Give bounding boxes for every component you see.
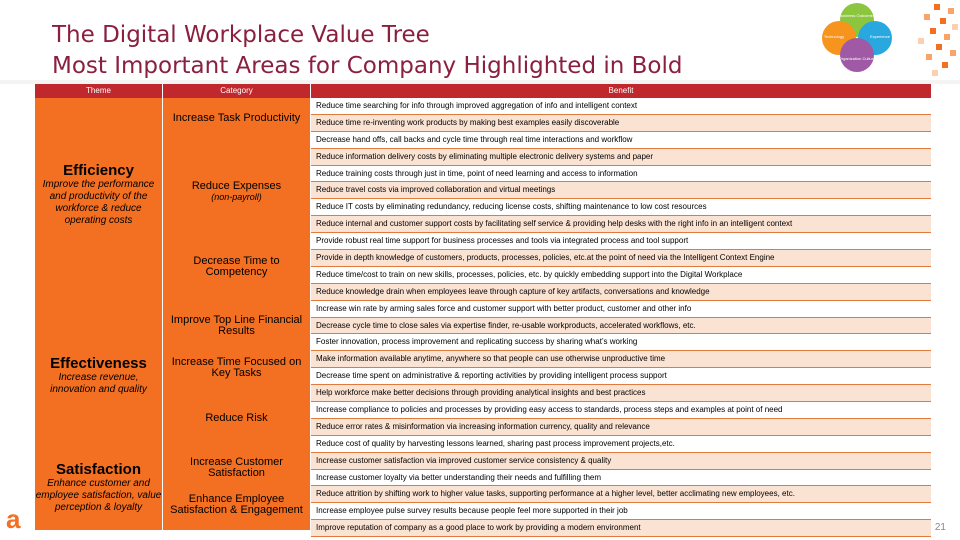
benefit-row: Decrease cycle time to close sales via expertise finder, re-usable workproducts, accelerated workflows, etc. — [311, 318, 931, 335]
benefit-row: Increase win rate by arming sales force and customer support with better product, customer and other info — [311, 301, 931, 318]
benefit-list — [311, 98, 931, 537]
theme-name: Effectiveness — [50, 355, 147, 372]
benefit-row: Increase customer satisfaction via improved customer service consistency & quality — [311, 453, 931, 470]
benefit-row: Reduce time re-inventing work products by making best examples easily discoverable — [311, 115, 931, 132]
column-header-benefit: Benefit — [311, 84, 931, 98]
benefit-row: Decrease hand offs, call backs and cycle time through real time interactions and workflow — [311, 132, 931, 149]
benefit-row: Reduce travel costs via improved collaboration and virtual meetings — [311, 182, 931, 199]
title-line-2: Most Important Areas for Company Highlighted in Bold — [52, 53, 683, 79]
category-reduce-risk — [163, 413, 310, 424]
category-name: Reduce Expenses — [191, 180, 282, 192]
company-logo-icon: a — [6, 504, 21, 534]
label-experience: Experience — [869, 34, 891, 39]
benefit-row: Reduce error rates & misinformation via increasing information currency, quality and relevance — [311, 419, 931, 436]
category-name: Decrease Time to Competency — [193, 255, 280, 278]
benefit-row: Reduce cost of quality by harvesting lessons learned, sharing past process improvement projects,etc. — [311, 436, 931, 453]
theme-name: Satisfaction — [55, 461, 142, 478]
benefit-row: Reduce time/cost to train on new skills, processes, policies, etc. by quickly embedding support into the Digital Workplace — [311, 267, 931, 284]
title-line-1: The Digital Workplace Value Tree — [52, 22, 430, 48]
category-employee-satisfaction — [163, 494, 310, 516]
benefit-row: Increase employee pulse survey results because people feel more supported in their job — [311, 503, 931, 520]
benefit-row: Improve reputation of company as a good place to work by providing a modern environment — [311, 520, 931, 537]
column-header-category: Category — [163, 84, 310, 98]
label-organization-culture: Organization Culture — [838, 56, 876, 61]
theme-efficiency — [35, 162, 162, 227]
theme-description: Improve the performance and productivity of the workforce & reduce operating costs — [42, 179, 155, 226]
decorative-squares — [904, 0, 960, 78]
benefit-row: Increase customer loyalty via better understanding their needs and fulfilling them — [311, 470, 931, 487]
category-name: Reduce Risk — [205, 412, 268, 424]
benefit-row: Help workforce make better decisions through providing analytical insights and best practices — [311, 385, 931, 402]
theme-name: Efficiency — [63, 162, 134, 179]
benefit-row: Make information available anytime, anywhere so that people can use otherwise unproductive time — [311, 351, 931, 368]
category-top-line — [163, 315, 310, 337]
benefit-row: Reduce training costs through just in time, point of need learning and access to information — [311, 166, 931, 183]
benefit-row: Reduce IT costs by eliminating redundancy, reducing license costs, shifting maintenance to low cost resources — [311, 199, 931, 216]
category-time-focused — [163, 357, 310, 379]
benefit-row: Provide in depth knowledge of customers, products, processes, policies, etc.at the point of need via the Intelligent Context Engine — [311, 250, 931, 267]
benefit-row: Provide robust real time support for business processes and tools via integrated process and tool support — [311, 233, 931, 250]
category-task-productivity — [163, 113, 310, 124]
benefit-row: Increase compliance to policies and processes by providing easy access to standards, process steps and examples at point of need — [311, 402, 931, 419]
benefit-row: Reduce knowledge drain when employees leave through capture of key artifacts, conversations and knowledge — [311, 284, 931, 301]
column-header-theme: Theme — [35, 84, 162, 98]
category-time-to-competency — [163, 256, 310, 278]
category-name: Improve Top Line Financial Results — [170, 314, 303, 337]
category-name: Enhance Employee Satisfaction & Engagement — [170, 493, 303, 516]
page-number: 21 — [934, 522, 946, 533]
theme-description: Enhance customer and employee satisfaction, value perception & loyalty — [35, 478, 162, 513]
theme-effectiveness — [35, 355, 162, 396]
category-name: Increase Customer Satisfaction — [190, 456, 283, 479]
theme-satisfaction — [35, 461, 162, 514]
benefit-row: Decrease time spent on administrative & reporting activities by providing intelligent process support — [311, 368, 931, 385]
benefit-row: Reduce time searching for info through improved aggregation of info and intelligent context — [311, 98, 931, 115]
benefit-row: Reduce internal and customer support costs by facilitating self service & providing help desks with the right info in an intelligent context — [311, 216, 931, 233]
label-business-outcomes: Business Outcomes — [839, 13, 875, 18]
category-subtitle: (non-payroll) — [211, 192, 262, 202]
circle-organization-culture — [840, 38, 874, 72]
theme-description: Increase revenue, innovation and quality — [50, 372, 147, 395]
benefit-row: Reduce attrition by shifting work to higher value tasks, supporting performance at a higher level, better acclimating new employees, etc. — [311, 486, 931, 503]
value-circles-diagram — [812, 0, 902, 78]
benefit-row: Foster innovation, process improvement and replicating success by sharing what’s working — [311, 334, 931, 351]
category-name: Increase Task Productivity — [172, 112, 301, 124]
category-customer-satisfaction — [163, 457, 310, 479]
slide-title — [52, 20, 682, 82]
label-technology: Technology — [823, 34, 845, 39]
category-reduce-expenses — [163, 181, 310, 203]
benefit-row: Reduce information delivery costs by eliminating multiple electronic delivery systems and paper — [311, 149, 931, 166]
category-name: Increase Time Focused on Key Tasks — [171, 356, 302, 379]
